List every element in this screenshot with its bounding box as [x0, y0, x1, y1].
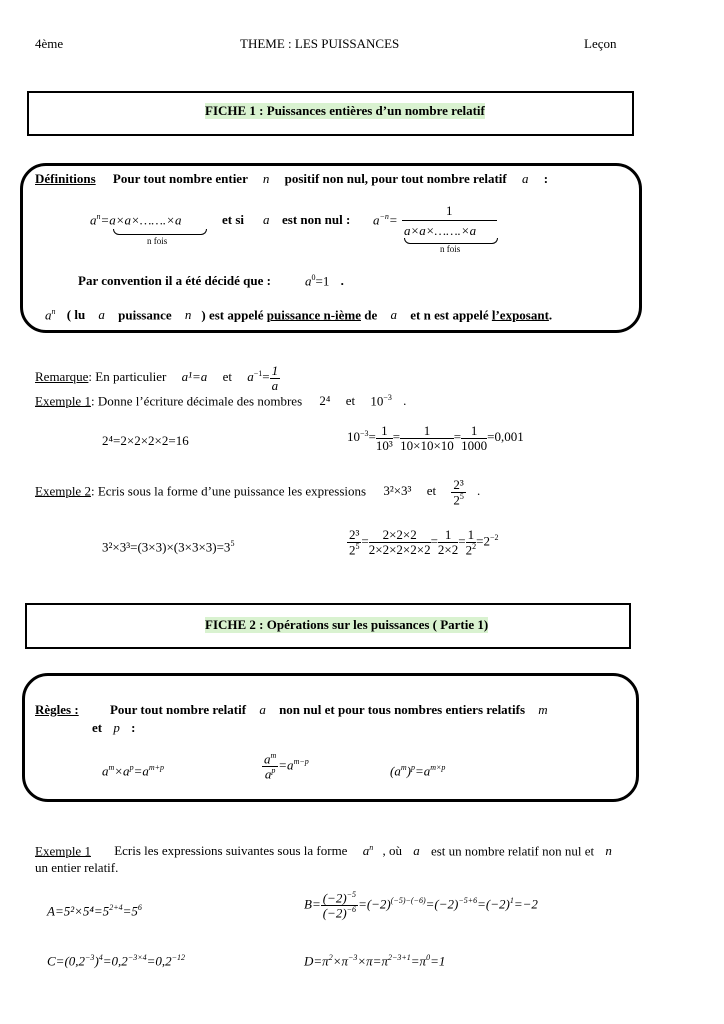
calc2-f2-den: 10×10×10	[400, 437, 454, 453]
c2-f4-den: 2	[465, 541, 473, 557]
B-frac	[321, 891, 358, 920]
et-si: et si	[222, 212, 245, 227]
c2-frac4	[466, 528, 477, 557]
expr-A	[47, 903, 142, 919]
definitions-intro2: positif non nul, pour tout nombre relatif	[284, 171, 507, 186]
calc2-exp: −3	[360, 428, 369, 438]
c2-f2-den: 2×2×2×2×2	[368, 541, 431, 557]
r1-rhs: =a	[133, 763, 149, 779]
exemple2-e2	[451, 478, 465, 507]
c2-f4-den-exp: 2	[472, 541, 477, 551]
remarque-line	[35, 364, 280, 392]
c2-f1-den: 2	[348, 541, 356, 557]
an-base: a	[90, 212, 97, 228]
exemple1-n2-exp: −3	[383, 393, 392, 402]
line3-exp: n	[51, 307, 56, 316]
D-text: D=π	[304, 953, 329, 969]
C-exp1: −3	[85, 953, 95, 962]
calc2-frac3	[461, 424, 487, 452]
remarque-f1: a¹=a	[181, 369, 208, 385]
A-mid: =5	[122, 903, 138, 919]
aminus-lhs: $a^{-n}=$	[373, 212, 398, 228]
definitions-line1	[35, 171, 548, 187]
definitions-line3	[45, 307, 552, 323]
header-title: THEME : LES PUISSANCES	[240, 36, 400, 51]
line3-puissance: puissance	[118, 307, 172, 323]
D-m1: ×π	[332, 953, 348, 969]
c2-f1-den-exp: 5	[355, 541, 360, 551]
line3-var-a2: a	[390, 307, 397, 323]
a0-dot: .	[340, 273, 344, 289]
B-r1-exp: (−5)−(−6)	[390, 896, 426, 906]
A-text: A=5²×5⁴=5	[47, 903, 110, 919]
line3-var-a: a	[98, 307, 105, 323]
r2-den-exp: p	[271, 765, 276, 775]
r3-exp1: m	[400, 763, 407, 772]
a0-base: a	[305, 273, 312, 289]
exemple3-text3: est un nombre relatif non nul et	[430, 843, 595, 859]
r2-num: a	[264, 751, 271, 767]
regles-et: et	[92, 720, 103, 735]
C-text: C=(0,2	[47, 953, 86, 969]
exemple2-text: : Ecris sous la forme d’une puissance les expressions	[90, 483, 367, 499]
fiche1-title: FICHE 1 : Puissances entières d’un nombre relatif	[205, 103, 485, 118]
regles-colon: :	[131, 720, 136, 735]
regle-produit	[102, 763, 164, 779]
exemple3-line1	[35, 843, 612, 859]
C-mid: )	[94, 953, 99, 969]
r1-mid: ×a	[114, 763, 130, 779]
exemple2-line	[35, 478, 480, 507]
line3-end: et n est appelé	[410, 307, 489, 323]
aminus-num: 1	[446, 203, 453, 218]
exemple3-label: Exemple 1	[35, 843, 91, 859]
header-left: 4ème	[35, 36, 64, 51]
B-r1: =(−2)	[358, 896, 391, 912]
var-n: n	[262, 171, 270, 186]
exemple2-et: et	[426, 483, 437, 499]
c2-f3-den: 2×2	[437, 541, 459, 557]
regles-var-p: p	[113, 720, 120, 735]
exemple2-e2-den: 2	[453, 491, 460, 507]
exemple3-text2: , où	[382, 843, 402, 859]
a0-rhs: =1	[315, 273, 330, 289]
remarque-f2-eq: =	[262, 369, 270, 385]
definitions-intro: Pour tout nombre entier	[112, 171, 248, 186]
C-r1-exp: −3×4	[127, 953, 147, 962]
exemple2-e2-den-exp: 5	[459, 491, 464, 501]
C-r2-exp: −12	[171, 953, 186, 962]
D-m3: =π	[410, 953, 427, 969]
exemple3-line2: un entier relatif.	[35, 860, 119, 875]
line3-a: a	[45, 307, 52, 323]
line3-puissance-nieme: puissance n-ième	[266, 307, 361, 323]
exemple1-text: : Donne l’écriture décimale des nombres	[90, 393, 303, 409]
C-exp2: 4	[98, 953, 103, 962]
var-a-2: a	[263, 212, 270, 227]
calc2-f2-num: 1	[400, 424, 454, 439]
an-exp: n	[96, 212, 101, 221]
calc2-f3-den: 1000	[461, 437, 488, 453]
aminus-exp: −n	[379, 212, 389, 221]
r3-mid: )	[406, 763, 411, 779]
r3-exp2: p	[410, 763, 415, 772]
definitions-colon: :	[543, 171, 549, 186]
exemple2-label: Exemple 2	[35, 483, 91, 499]
D-m2: ×π=π	[357, 953, 388, 969]
B-r2: =(−2)	[425, 896, 459, 912]
a0-exp: 0	[311, 273, 316, 282]
a0-formula	[305, 273, 344, 289]
regle-puissance	[390, 763, 445, 779]
exemple1-calc2: $10^{-3}=$ $\frac{1}{\text{10³}}$ = $\frac{1}{10\times 10\times 10}$ = $\frac{1}{1000}$ =0,001	[347, 423, 524, 453]
remarque-f2-num: 1	[271, 363, 279, 378]
r3-rhs: =a	[414, 763, 431, 779]
exemple2-calc1	[102, 539, 234, 555]
B-lhs: B=	[304, 896, 321, 912]
exemple2-calc1-text: 3²×3³=(3×3)×(3×3×3)=3	[102, 539, 231, 555]
c2-result: =2	[476, 533, 490, 549]
c2-f1-num: 2³	[349, 527, 360, 542]
var-a: a	[521, 171, 529, 186]
c2-frac3	[438, 528, 458, 556]
regles-text1: Pour tout nombre relatif	[109, 702, 247, 717]
B-num-exp: −5	[346, 890, 357, 899]
A-exp2: 6	[137, 903, 142, 912]
remarque-label: Remarque	[35, 369, 89, 385]
calc2-result: =0,001	[487, 429, 524, 445]
exemple2-calc2: $\frac{\text{2³}}{2^5}$ = $\frac{2\times 2\times 2}{2\times 2\times 2\times 2\times 2}$ = $\frac{1}{2\times 2}$ = $\frac{1}{2^2}$ $=2^{-2}$	[348, 527, 499, 557]
c2-frac1	[347, 528, 361, 557]
r2-frac	[262, 752, 278, 781]
remarque-f2-exp: −1	[253, 368, 263, 378]
an-product: =a×a×…….×a	[100, 212, 182, 228]
regles-line2	[92, 720, 135, 736]
line3-n: n	[184, 307, 192, 323]
nfois-label-2: n fois	[440, 244, 461, 254]
header-right: Leçon	[584, 36, 617, 51]
B-r3: =(−2)	[477, 896, 510, 912]
regles-label: Règles :	[35, 702, 79, 717]
est-non-nul: est non nul :	[282, 212, 351, 227]
definitions-label: Définitions	[35, 171, 96, 186]
C-r1: =0,2	[102, 953, 128, 969]
c2-f4-num: 1	[467, 527, 475, 542]
r1-exp1: m	[108, 763, 115, 772]
exemple1-et: et	[345, 393, 356, 409]
remarque-text: : En particulier	[88, 369, 167, 385]
c2-f2-num: 2×2×2	[369, 528, 431, 543]
remarque-et: et	[222, 369, 232, 385]
r1-base: a	[102, 763, 109, 779]
expr-D	[304, 953, 445, 969]
aminus-base: a	[373, 212, 380, 228]
c2-f3-num: 1	[438, 528, 458, 543]
fiche2-title: FICHE 2 : Opérations sur les puissances ( Partie 1)	[205, 617, 489, 632]
regle-quotient	[262, 752, 309, 781]
r2-exp: m−p	[293, 757, 309, 767]
exemple1-dot: .	[403, 393, 407, 409]
r1-exp3: m+p	[148, 763, 165, 772]
exemple3-an-exp: n	[369, 843, 374, 852]
c2-result-exp: −2	[489, 532, 499, 542]
B-den-exp: −6	[346, 904, 357, 914]
line3-period: .	[548, 307, 553, 323]
regles-text2: non nul et pour tous nombres entiers relatifs	[279, 702, 526, 717]
brace-nfois-1	[113, 229, 207, 235]
remarque-f2-frac	[270, 364, 281, 392]
regles-line1	[35, 702, 548, 718]
aminus-den: a×a×…….×a	[404, 223, 477, 238]
regles-var-m: m	[538, 702, 548, 717]
calc2-frac2	[400, 424, 454, 452]
convention-text: Par convention il a été décidé que :	[78, 273, 271, 288]
calc2-f3-num: 1	[461, 424, 487, 439]
calc2-f1-num: 1	[376, 424, 393, 439]
D-exp2: −3	[347, 953, 358, 962]
D-exp4: 0	[426, 953, 431, 962]
exemple3-text1: Ecris les expressions suivantes sous la forme	[114, 843, 348, 859]
aminus-bar	[402, 220, 497, 221]
exemple1-n2: 10	[370, 393, 384, 409]
B-den: (−2)	[322, 905, 347, 921]
exemple3-an: a	[362, 843, 370, 859]
B-r4: =−2	[513, 896, 538, 912]
B-num: (−2)	[322, 890, 347, 906]
r2-num-exp: m	[270, 751, 277, 760]
expr-B	[304, 891, 538, 920]
regles-box	[22, 673, 639, 802]
line3-exposant: l’exposant	[491, 307, 549, 323]
line3-de: de	[364, 307, 378, 323]
C-r2: =0,2	[146, 953, 172, 969]
B-r3-exp: 1	[509, 896, 514, 906]
expr-C	[47, 953, 185, 969]
exemple3-n: n	[605, 843, 612, 859]
B-r2-exp: −5+6	[458, 896, 478, 906]
exemple3-a: a	[413, 843, 420, 859]
A-exp1: 2+4	[109, 903, 123, 912]
exemple1-line	[35, 393, 406, 409]
exemple1-calc1: 2⁴=2×2×2×2=16	[102, 433, 189, 448]
exemple2-dot: .	[477, 483, 481, 499]
r1-exp2: p	[129, 763, 134, 772]
c2-frac2	[369, 528, 431, 556]
exemple1-n1: 2⁴	[319, 393, 331, 409]
line3-mid: ) est appelé	[201, 307, 264, 323]
calc2-base: 10	[347, 429, 360, 445]
regles-var-a: a	[259, 702, 266, 717]
r3-base: (a	[390, 763, 401, 779]
calc2-f1-den: 10³	[375, 437, 393, 453]
D-r: =1	[430, 953, 446, 969]
nfois-label-1: n fois	[147, 236, 168, 246]
calc2-frac1	[376, 424, 393, 452]
an-formula	[90, 212, 181, 228]
exemple2-calc1-exp: 5	[230, 539, 235, 548]
r2-rhs: =a	[278, 757, 294, 773]
r3-exp3: m×p	[430, 763, 446, 772]
line3-lu: ( lu	[66, 307, 86, 323]
remarque-f2-base: a	[247, 369, 254, 385]
D-exp1: 2	[328, 953, 333, 962]
r2-den: a	[264, 766, 272, 782]
exemple1-label: Exemple 1	[35, 393, 91, 409]
exemple2-e2-num: 2³	[453, 477, 464, 492]
exemple2-e1: 3²×3³	[383, 483, 412, 499]
D-exp3: 2−3+1	[387, 953, 411, 962]
remarque-f2-den: a	[271, 377, 279, 393]
